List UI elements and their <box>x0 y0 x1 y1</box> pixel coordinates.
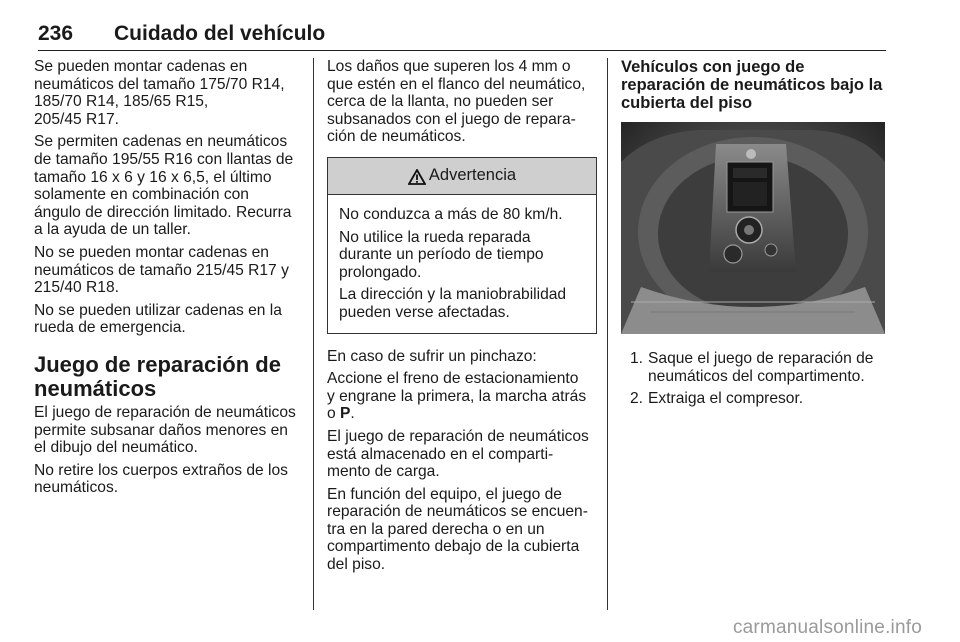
warning-line: No utilice la rueda reparada durante un período de tiempo prolongado. <box>339 228 544 281</box>
watermark: carmanualsonline.info <box>732 617 922 638</box>
column-left <box>34 58 304 502</box>
warning-line: No conduzca a más de 80 km/h. <box>339 205 563 223</box>
column-divider <box>607 58 608 610</box>
paragraph: En caso de sufrir un pinchazo: <box>327 347 537 365</box>
list-item <box>621 390 887 408</box>
step-number: 1. <box>630 350 644 367</box>
list-item <box>621 350 887 385</box>
paragraph: No se pueden utilizar cadenas en la rueda de emergencia. <box>34 301 282 337</box>
warning-box <box>327 157 597 334</box>
paragraph: El juego de reparación de neumáticos está almacenado en el comparti‐ mento de carga. <box>327 427 589 481</box>
paragraph: Se permiten cadenas en neumáticos de tamaño 195/55 R16 con llantas de tamaño 16 x 6 y 16 x 6,5, el último solamente en combinación con ángulo de dirección limitado. Recurra a la ayuda de un taller. <box>34 133 294 239</box>
column-divider <box>313 58 314 610</box>
paragraph: En función del equipo, el juego de reparación de neumáticos se encuen‐ tra en la pared derecha o en un compartimento debajo de la cubierta del piso. <box>327 485 588 574</box>
warning-line: La dirección y la maniobrabilidad pueden verse afectadas. <box>339 286 567 321</box>
paragraph: Se pueden montar cadenas en neumáticos del tamaño 175/70 R14, 185/70 R14, 185/65 R15, 205/45 R17. <box>34 58 285 128</box>
warning-header <box>328 158 596 195</box>
paragraph: No retire los cuerpos extraños de los neumáticos. <box>34 461 288 497</box>
column-middle <box>327 58 597 579</box>
paragraph <box>327 370 597 423</box>
step-text: Extraiga el compresor. <box>648 390 804 408</box>
column-right <box>621 58 887 413</box>
paragraph-text: Accione el freno de estacionamiento y engrane la primera, la marcha atrás o <box>327 370 587 423</box>
warning-triangle-icon <box>408 169 426 185</box>
page-header <box>38 20 886 51</box>
trunk-compartment-photo <box>621 122 885 334</box>
step-text: Saque el juego de reparación de neumáticos del compartimento. <box>648 350 874 385</box>
warning-body <box>328 195 596 333</box>
step-number: 2. <box>630 390 644 408</box>
warning-title: Advertencia <box>428 166 517 185</box>
section-heading: Juego de reparación de neumáticos <box>34 351 281 401</box>
paragraph-end: . <box>350 405 355 423</box>
paragraph: El juego de reparación de neumáticos permite subsanar daños menores en el dibujo del neumático. <box>34 403 296 457</box>
gear-letter: P <box>340 405 351 423</box>
steps-list <box>621 350 887 408</box>
page-number: 236 <box>38 22 74 45</box>
paragraph: Los daños que superen los 4 mm o que estén en el flanco del neumático, cerca de la llanta, no pueden ser subsanados con el juego de repara‐ ción de neumáticos. <box>327 58 586 146</box>
chapter-title: Cuidado del vehículo <box>114 22 326 45</box>
paragraph: No se pueden montar cadenas en neumáticos de tamaño 215/45 R17 y 215/40 R18. <box>34 243 289 297</box>
subsection-heading: Vehículos con juego de reparación de neumáticos bajo la cubierta del piso <box>621 58 883 112</box>
